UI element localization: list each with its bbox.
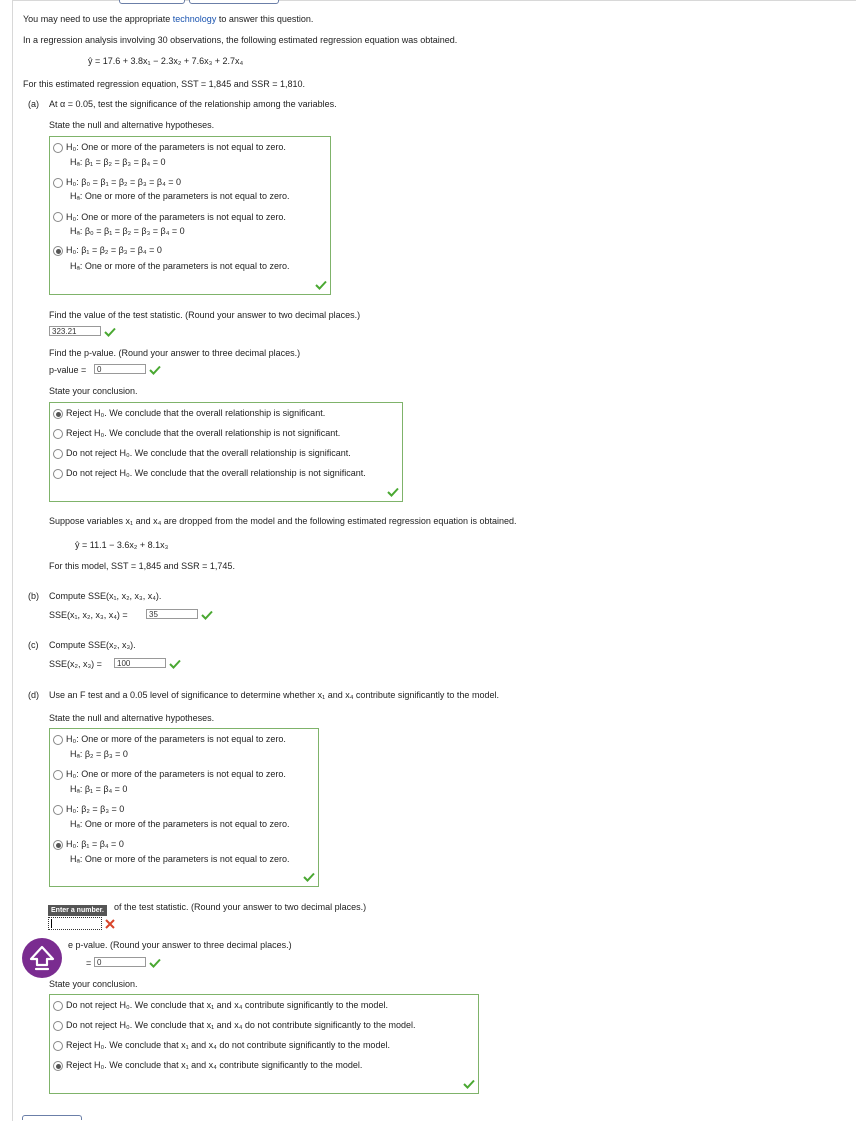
part-a-hypotheses-group: [49, 136, 331, 295]
check-icon: [387, 487, 399, 497]
part-a-test-statistic-input[interactable]: 323.21: [49, 326, 101, 336]
reduced-model-statement: Suppose variables x₁ and x₄ are dropped from the model and the following estimated regression equation is obtained.: [49, 516, 517, 526]
check-icon: [169, 659, 181, 669]
part-a-hyp-2-null: H₀: β₀ = β₁ = β₂ = β₃ = β₄ = 0: [66, 177, 182, 187]
part-a-hyp-4-null: H₀: β₁ = β₂ = β₃ = β₄ = 0: [66, 245, 162, 255]
upload-fab-button[interactable]: [22, 938, 62, 978]
part-c-label: (c): [28, 640, 39, 650]
part-a-p-prompt: Find the p-value. (Round your answer to three decimal places.): [49, 348, 301, 358]
part-a-p-value-input[interactable]: 0: [94, 364, 146, 374]
part-d-p-prompt: e p-value. (Round your answer to three decimal places.): [68, 940, 292, 950]
part-a-hyp-radio-4[interactable]: [53, 246, 63, 256]
check-icon: [201, 610, 213, 620]
part-a-concl-radio-2[interactable]: [53, 429, 63, 439]
part-a-concl-radio-1[interactable]: [53, 409, 63, 419]
part-d-conclusion-prompt: State your conclusion.: [49, 979, 138, 989]
bottom-nav-button[interactable]: [22, 1115, 82, 1120]
part-a-hyp-1-alt: Hₐ: β₁ = β₂ = β₃ = β₄ = 0: [70, 157, 166, 167]
part-c-field-label: SSE(x₂, x₃) =: [49, 659, 102, 669]
part-d-hyp-1-null: H₀: One or more of the parameters is not equal to zero.: [66, 734, 286, 744]
part-d-concl-radio-2[interactable]: [53, 1021, 63, 1031]
reduced-model-equation: ŷ = 11.1 − 3.6x₂ + 8.1x₃: [75, 540, 169, 550]
part-d-concl-radio-1[interactable]: [53, 1001, 63, 1011]
part-a-hyp-1-null: H₀: One or more of the parameters is not equal to zero.: [66, 142, 286, 152]
part-d-label: (d): [28, 690, 39, 700]
check-icon: [303, 872, 315, 882]
part-d-hyp-2-null: H₀: One or more of the parameters is not equal to zero.: [66, 769, 286, 779]
part-d-concl-4: Reject H₀. We conclude that x₁ and x₄ contribute significantly to the model.: [66, 1060, 363, 1070]
part-b-label: (b): [28, 591, 39, 601]
check-icon: [149, 365, 161, 375]
part-d-hyp-4-alt: Hₐ: One or more of the parameters is not equal to zero.: [70, 854, 290, 864]
part-a-concl-4: Do not reject H₀. We conclude that the overall relationship is not significant.: [66, 468, 366, 478]
technology-link[interactable]: technology: [172, 14, 217, 24]
check-icon: [315, 280, 327, 290]
text-cursor: [51, 919, 52, 928]
top-nav-button[interactable]: [189, 0, 279, 4]
intro-text: You may need to use the appropriate technology to answer this question.: [23, 14, 314, 24]
part-c-question: Compute SSE(x₂, x₃).: [49, 640, 136, 650]
part-d-concl-radio-4[interactable]: [53, 1061, 63, 1071]
part-a-hyp-radio-2[interactable]: [53, 178, 63, 188]
part-d-conclusion-group: [49, 994, 479, 1094]
x-mark-icon: [104, 919, 116, 929]
part-d-hyp-radio-3[interactable]: [53, 805, 63, 815]
part-a-concl-radio-4[interactable]: [53, 469, 63, 479]
part-b-field-label: SSE(x₁, x₂, x₃, x₄) =: [49, 610, 128, 620]
part-a-stat-prompt: Find the value of the test statistic. (Round your answer to two decimal places.): [49, 310, 361, 320]
part-d-hyp-1-alt: Hₐ: β₂ = β₃ = 0: [70, 749, 128, 759]
part-d-concl-3: Reject H₀. We conclude that x₁ and x₄ do not contribute significantly to the model.: [66, 1040, 390, 1050]
part-a-hyp-4-alt: Hₐ: One or more of the parameters is not equal to zero.: [70, 261, 290, 271]
part-a-concl-3: Do not reject H₀. We conclude that the overall relationship is significant.: [66, 448, 351, 458]
part-a-hypotheses-prompt: State the null and alternative hypotheses.: [49, 120, 215, 130]
part-d-hyp-2-alt: Hₐ: β₁ = β₄ = 0: [70, 784, 128, 794]
check-icon: [104, 327, 116, 337]
part-d-hyp-radio-1[interactable]: [53, 735, 63, 745]
part-a-hyp-3-null: H₀: One or more of the parameters is not equal to zero.: [66, 212, 286, 222]
part-d-concl-1: Do not reject H₀. We conclude that x₁ and x₄ contribute significantly to the model.: [66, 1000, 388, 1010]
part-d-p-label: =: [86, 958, 92, 968]
part-d-stat-prompt: of the test statistic. (Round your answer to two decimal places.): [114, 902, 367, 912]
full-model-equation: ŷ = 17.6 + 3.8x₁ − 2.3x₂ + 7.6x₃ + 2.7x₄: [88, 56, 244, 66]
part-d-hypotheses-prompt: State the null and alternative hypotheses.: [49, 713, 215, 723]
part-a-hyp-radio-3[interactable]: [53, 212, 63, 222]
part-c-sse-input[interactable]: 100: [114, 658, 166, 668]
part-a-concl-radio-3[interactable]: [53, 449, 63, 459]
part-a-hyp-2-alt: Hₐ: One or more of the parameters is not equal to zero.: [70, 191, 290, 201]
problem-statement: In a regression analysis involving 30 observations, the following estimated regression equation was obtained.: [23, 35, 458, 45]
part-d-hyp-radio-2[interactable]: [53, 770, 63, 780]
part-b-sse-input[interactable]: 35: [146, 609, 198, 619]
part-a-question: At α = 0.05, test the significance of the relationship among the variables.: [49, 99, 337, 109]
top-nav-button[interactable]: [119, 0, 185, 4]
reduced-model-sst-ssr: For this model, SST = 1,845 and SSR = 1,745.: [49, 561, 235, 571]
part-d-question: Use an F test and a 0.05 level of significance to determine whether x₁ and x₄ contribute significantly to the model.: [49, 690, 499, 700]
check-icon: [463, 1079, 475, 1089]
part-a-hyp-3-alt: Hₐ: β₀ = β₁ = β₂ = β₃ = β₄ = 0: [70, 226, 185, 236]
part-d-p-value-input[interactable]: 0: [94, 957, 146, 967]
full-model-sst-ssr: For this estimated regression equation, SST = 1,845 and SSR = 1,810.: [23, 79, 306, 89]
part-a-concl-2: Reject H₀. We conclude that the overall relationship is not significant.: [66, 428, 341, 438]
part-a-conclusion-group: [49, 402, 403, 502]
part-d-hyp-3-alt: Hₐ: One or more of the parameters is not equal to zero.: [70, 819, 290, 829]
part-d-hyp-4-null: H₀: β₁ = β₄ = 0: [66, 839, 124, 849]
part-a-conclusion-prompt: State your conclusion.: [49, 386, 138, 396]
part-a-p-label: p-value =: [49, 365, 87, 375]
enter-number-tooltip: Enter a number.: [48, 905, 107, 916]
part-b-question: Compute SSE(x₁, x₂, x₃, x₄).: [49, 591, 162, 601]
part-d-hyp-radio-4[interactable]: [53, 840, 63, 850]
upload-arrow-icon: [22, 938, 62, 978]
part-d-concl-radio-3[interactable]: [53, 1041, 63, 1051]
part-d-test-statistic-input[interactable]: [48, 917, 102, 930]
check-icon: [149, 958, 161, 968]
part-a-label: (a): [28, 99, 39, 109]
part-d-hypotheses-group: [49, 728, 319, 887]
part-a-concl-1: Reject H₀. We conclude that the overall relationship is significant.: [66, 408, 326, 418]
part-a-hyp-radio-1[interactable]: [53, 143, 63, 153]
part-d-concl-2: Do not reject H₀. We conclude that x₁ and x₄ do not contribute significantly to the model.: [66, 1020, 416, 1030]
part-d-hyp-3-null: H₀: β₂ = β₃ = 0: [66, 804, 125, 814]
